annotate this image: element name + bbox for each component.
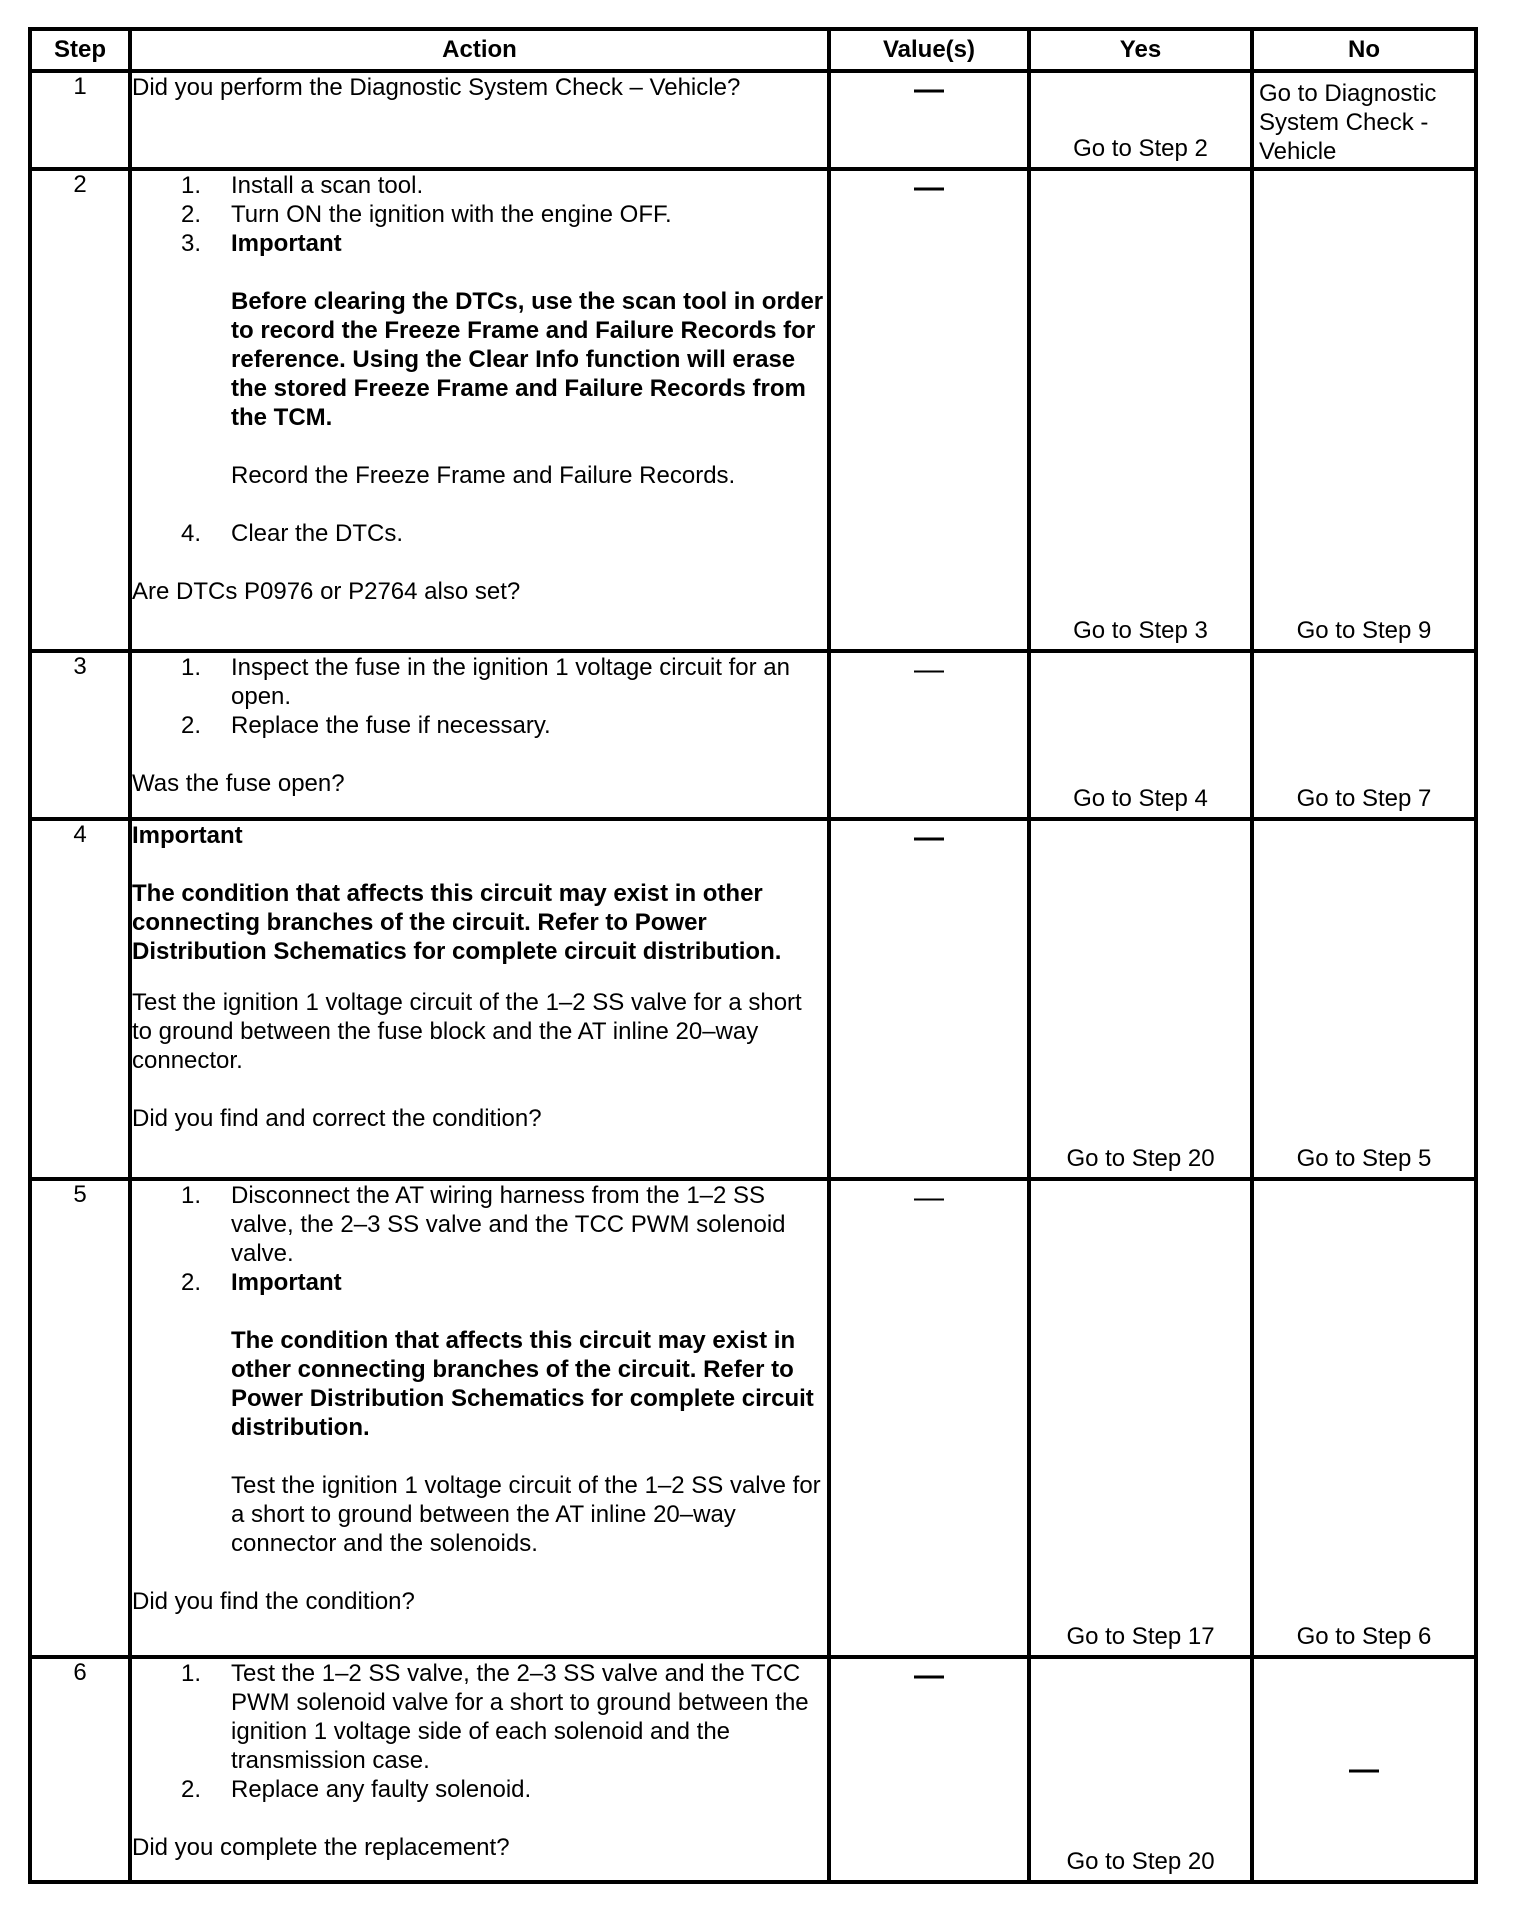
yes-cell [1029,71,1252,169]
yes-cell [1029,1657,1252,1882]
no-cell [1252,819,1476,1179]
value-cell: — [829,71,1029,169]
action-cell [130,1657,829,1882]
action-cell [130,71,829,169]
no-line: Vehicle [1259,138,1337,165]
value-cell: — [829,169,1029,651]
important-note: The condition that affects this circuit may exist in other connecting branches of the circuit. Refer to Power Distribution Schematics for complete circuit distribution. [132,880,782,965]
step-number: 6 [30,1657,130,1882]
test-instruction: Test the ignition 1 voltage circuit of the 1–2 SS valve for a short to ground between the AT inline 20–way connector and the solenoids. [231,1472,821,1557]
important-label: Important [132,822,243,849]
no-cell [1252,1179,1476,1657]
value-cell: — [829,651,1029,819]
value-cell: — [829,1657,1029,1882]
header-no: No [1252,29,1476,71]
yes-cell [1029,169,1252,651]
yes-text: Go to Step 2 [1073,135,1208,162]
no-cell [1252,71,1476,169]
yes-text: Go to Step 20 [1066,1848,1215,1875]
step-list [132,171,827,258]
step-number: 1 [30,71,130,169]
header-yes: Yes [1029,29,1252,71]
yes-text: Go to Step 4 [1073,785,1208,812]
table-row-step-4 [30,819,1476,1179]
action-cell [130,819,829,1179]
action-cell [130,169,829,651]
step-list [132,1659,827,1804]
no-text: Go to Step 5 [1296,1145,1432,1172]
header-action: Action [130,29,829,71]
step-number: 3 [30,651,130,819]
yes-cell [1029,819,1252,1179]
step-list [132,1181,827,1297]
header-row [30,29,1476,71]
important-note: The condition that affects this circuit may exist in other connecting branches of the circuit. Refer to Power Distribution Schematics for complete circuit distribution. [231,1327,814,1441]
yes-text: Go to Step 20 [1066,1145,1215,1172]
no-cell [1252,651,1476,819]
table-row-step-3 [30,651,1476,819]
table-row-step-1 [30,71,1476,169]
table-row-step-2 [30,169,1476,651]
no-text: Go to Step 7 [1296,785,1432,812]
list-item: 2. Important [181,1269,342,1296]
record-instruction: Record the Freeze Frame and Failure Records. [231,462,736,489]
step-list [132,519,827,548]
question-text: Was the fuse open? [132,770,345,797]
no-text [1259,79,1472,166]
yes-cell [1029,1179,1252,1657]
step-number: 5 [30,1179,130,1657]
list-item: 2. Replace any faulty solenoid. [181,1776,532,1803]
question-text: Did you complete the replacement? [132,1834,510,1861]
list-item: 1. Inspect the fuse in the ignition 1 voltage circuit for an open. [181,654,790,710]
step-number: 2 [30,169,130,651]
list-item: 1. Install a scan tool. [181,172,424,199]
question-text: Did you perform the Diagnostic System Check – Vehicle? [132,74,741,101]
list-item: 2. Replace the fuse if necessary. [181,712,551,739]
question-text: Did you find and correct the condition? [132,1105,542,1132]
list-item: 1. Test the 1–2 SS valve, the 2–3 SS valve and the TCC PWM solenoid valve for a short to ground between the ignition 1 voltage side of each solenoid and the transmission case. [181,1660,809,1774]
question-text: Did you find the condition? [132,1588,415,1615]
yes-cell [1029,651,1252,819]
list-item: 3. Important [181,230,342,257]
important-note: Before clearing the DTCs, use the scan tool in order to record the Freeze Frame and Failure Records for reference. Using the Clear Info function will erase the stored Freeze Frame and Failure Records from the TCM. [231,288,824,431]
no-text: Go to Step 6 [1296,1623,1432,1650]
list-item: 4. Clear the DTCs. [181,520,404,547]
no-cell: — [1252,1657,1476,1882]
no-cell [1252,169,1476,651]
table-row-step-5 [30,1179,1476,1657]
action-cell [130,1179,829,1657]
yes-text: Go to Step 17 [1066,1623,1215,1650]
no-line: System Check - [1259,109,1429,136]
header-step: Step [30,29,130,71]
table-row-step-6 [30,1657,1476,1882]
step-number: 4 [30,819,130,1179]
question-text: Are DTCs P0976 or P2764 also set? [132,578,521,605]
value-cell: — [829,1179,1029,1657]
value-cell: — [829,819,1029,1179]
step-list [132,653,827,740]
header-values: Value(s) [829,29,1029,71]
yes-text: Go to Step 3 [1073,617,1208,644]
test-instruction: Test the ignition 1 voltage circuit of the 1–2 SS valve for a short to ground between the fuse block and the AT inline 20–way connector. [132,989,802,1074]
list-item: 2. Turn ON the ignition with the engine OFF. [181,201,672,228]
list-item: 1. Disconnect the AT wiring harness from the 1–2 SS valve, the 2–3 SS valve and the TCC PWM solenoid valve. [181,1182,786,1267]
diagnostic-table [28,27,1478,1884]
action-cell [130,651,829,819]
no-line: Go to Diagnostic [1259,80,1437,107]
no-text: Go to Step 9 [1296,617,1432,644]
